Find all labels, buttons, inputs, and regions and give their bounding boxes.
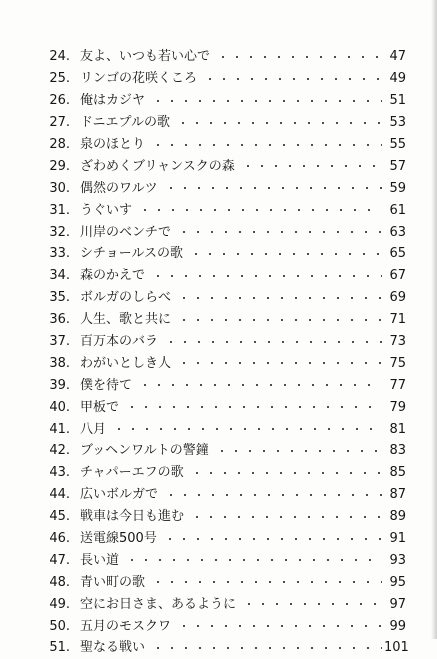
toc-entry-number: 45. bbox=[49, 509, 70, 525]
toc-entry-page-number: 65 bbox=[389, 246, 406, 262]
toc-entry-page-number: 97 bbox=[389, 596, 406, 612]
dot-leader bbox=[151, 647, 382, 649]
toc-entry-title: ボルガのしらべ bbox=[80, 290, 172, 306]
toc-entry-title: 八月 bbox=[80, 421, 107, 437]
toc-entry-page-number: 47 bbox=[389, 49, 406, 65]
toc-entry bbox=[34, 615, 406, 637]
dot-leader bbox=[112, 428, 382, 430]
toc-entry-number: 32. bbox=[49, 224, 70, 240]
toc-entry-number: 24. bbox=[49, 49, 70, 65]
toc-entry bbox=[34, 287, 406, 309]
toc-entry-number: 49. bbox=[49, 596, 70, 612]
toc-entry-page-number: 95 bbox=[389, 574, 406, 590]
toc-entry-page-number: 49 bbox=[389, 71, 406, 87]
toc-entry-page-number: 93 bbox=[389, 552, 406, 568]
toc-entry-number: 50. bbox=[49, 618, 70, 634]
dot-leader bbox=[138, 209, 382, 211]
toc-entry-number: 34. bbox=[49, 268, 70, 284]
dot-leader bbox=[164, 187, 382, 189]
toc-entry-title: 五月のモスクワ bbox=[80, 618, 172, 634]
toc-entry-number: 44. bbox=[49, 487, 70, 503]
toc-entry-number: 38. bbox=[49, 355, 70, 371]
toc-entry-title: シチョールスの歌 bbox=[80, 246, 183, 262]
toc-entry-page-number: 67 bbox=[389, 268, 406, 284]
toc-entry-title: 聖なる戦い bbox=[80, 640, 146, 656]
toc-entry bbox=[34, 484, 406, 506]
toc-entry bbox=[34, 528, 406, 550]
toc-entry bbox=[34, 155, 406, 177]
toc-entry-number: 30. bbox=[49, 180, 70, 196]
dot-leader bbox=[177, 625, 382, 627]
toc-entry-page-number: 85 bbox=[389, 465, 406, 481]
toc-entry bbox=[34, 243, 406, 265]
toc-entry bbox=[34, 221, 406, 243]
toc-entry-number: 29. bbox=[49, 158, 70, 174]
toc-entry bbox=[34, 112, 406, 134]
toc-entry-title: 泉のほとり bbox=[80, 137, 146, 152]
toc-entry-title: 甲板で bbox=[80, 399, 120, 415]
toc-entry bbox=[34, 462, 406, 484]
dot-leader bbox=[138, 384, 382, 386]
toc-entry-page-number: 79 bbox=[389, 399, 406, 415]
toc-entry-title: 森のかえで bbox=[80, 268, 146, 284]
toc-entry-number: 37. bbox=[49, 334, 70, 350]
toc-entry-title: 友よ、いつも若い心で bbox=[80, 49, 211, 65]
toc-entry-page-number: 63 bbox=[389, 224, 406, 240]
dot-leader bbox=[177, 231, 382, 233]
toc-entry-page-number: 69 bbox=[389, 290, 406, 306]
page-edge-shadow bbox=[431, 0, 437, 639]
toc-entry-title: リンゴの花咲くころ bbox=[80, 71, 198, 87]
toc-entry bbox=[34, 68, 406, 90]
toc-entry bbox=[34, 352, 406, 374]
toc-entry bbox=[34, 134, 406, 156]
dot-leader bbox=[151, 100, 382, 102]
toc-entry-number: 43. bbox=[49, 465, 70, 481]
toc-entry-title: うぐいす bbox=[80, 202, 133, 218]
dot-leader bbox=[190, 516, 382, 518]
toc-entry-title: 人生、歌と共に bbox=[80, 312, 172, 328]
toc-entry-page-number: 77 bbox=[389, 377, 406, 393]
toc-entry-page-number: 75 bbox=[389, 355, 406, 371]
toc-entry-title: チャパーエフの歌 bbox=[80, 465, 184, 481]
toc-entry-page-number: 55 bbox=[389, 137, 406, 152]
toc-entry bbox=[34, 177, 406, 199]
dot-leader bbox=[177, 319, 382, 321]
toc-entry-title: 送電線500号 bbox=[80, 531, 157, 547]
dot-leader bbox=[125, 406, 382, 408]
dot-leader bbox=[151, 275, 382, 277]
toc-entry bbox=[34, 199, 406, 221]
toc-entry-number: 51. bbox=[49, 640, 70, 656]
toc-entry bbox=[34, 571, 406, 593]
toc-entry-page-number: 53 bbox=[389, 115, 406, 131]
toc-entry-title: 長い道 bbox=[80, 552, 120, 568]
table-of-contents bbox=[34, 46, 409, 659]
toc-entry-page-number: 87 bbox=[389, 487, 406, 503]
toc-entry bbox=[34, 549, 406, 571]
toc-entry-page-number: 89 bbox=[389, 509, 406, 525]
toc-entry bbox=[34, 440, 406, 462]
toc-entry-title: 広いボルガで bbox=[80, 487, 159, 503]
toc-entry-number: 36. bbox=[49, 312, 70, 328]
toc-entry-number: 39. bbox=[49, 377, 70, 393]
toc-entry-page-number: 83 bbox=[389, 443, 406, 459]
dot-leader bbox=[241, 165, 382, 167]
dot-leader bbox=[190, 472, 382, 474]
toc-entry-page-number: 101 bbox=[384, 640, 409, 656]
toc-entry-number: 27. bbox=[49, 115, 70, 131]
toc-entry-title: わがいとしき人 bbox=[80, 355, 172, 371]
toc-entry-number: 40. bbox=[49, 399, 70, 415]
toc-entry-number: 35. bbox=[49, 290, 70, 306]
dot-leader bbox=[203, 78, 382, 80]
toc-entry-number: 46. bbox=[49, 531, 70, 547]
dot-leader bbox=[164, 341, 382, 343]
toc-entry bbox=[34, 374, 406, 396]
toc-entry-page-number: 71 bbox=[389, 312, 406, 328]
toc-entry-title: ざわめくブリャンスクの森 bbox=[80, 158, 235, 174]
toc-entry bbox=[34, 637, 409, 659]
toc-entry bbox=[34, 593, 406, 615]
toc-entry-title: 戦車は今日も進む bbox=[80, 509, 185, 525]
dot-leader bbox=[215, 450, 382, 452]
dot-leader bbox=[189, 253, 382, 255]
toc-entry-title: ドニエプルの歌 bbox=[80, 115, 170, 131]
dot-leader bbox=[242, 603, 382, 605]
toc-entry-number: 41. bbox=[49, 421, 70, 437]
toc-entry-number: 47. bbox=[49, 552, 70, 568]
toc-entry-page-number: 81 bbox=[389, 421, 406, 437]
toc-entry-page-number: 61 bbox=[389, 202, 406, 218]
dot-leader bbox=[216, 56, 382, 58]
toc-entry-title: 百万本のバラ bbox=[80, 334, 159, 350]
toc-entry bbox=[34, 396, 406, 418]
toc-entry bbox=[34, 418, 406, 440]
toc-entry-page-number: 73 bbox=[389, 334, 406, 350]
toc-entry-title: 川岸のベンチで bbox=[80, 224, 172, 240]
toc-entry-page-number: 91 bbox=[389, 531, 406, 547]
toc-entry-number: 25. bbox=[49, 71, 70, 87]
dot-leader bbox=[164, 494, 382, 496]
toc-entry-number: 26. bbox=[49, 93, 70, 109]
toc-entry-page-number: 57 bbox=[389, 158, 406, 174]
toc-entry bbox=[34, 309, 406, 331]
toc-entry-number: 42. bbox=[49, 443, 70, 459]
dot-leader bbox=[151, 581, 382, 583]
dot-leader bbox=[151, 144, 382, 146]
toc-entry-number: 31. bbox=[49, 202, 70, 218]
dot-leader bbox=[177, 297, 382, 299]
toc-entry-number: 28. bbox=[49, 137, 70, 152]
dot-leader bbox=[176, 122, 382, 124]
toc-entry bbox=[34, 331, 406, 353]
toc-entry-number: 48. bbox=[49, 574, 70, 590]
toc-entry-page-number: 51 bbox=[389, 93, 406, 109]
toc-entry-title: 青い町の歌 bbox=[80, 574, 146, 590]
dot-leader bbox=[163, 538, 382, 540]
toc-entry bbox=[34, 265, 406, 287]
toc-entry-title: 俺はカジヤ bbox=[80, 93, 146, 109]
toc-entry bbox=[34, 46, 406, 68]
toc-entry-title: 空にお日さま、あるように bbox=[80, 596, 237, 612]
toc-entry-number: 33. bbox=[49, 246, 70, 262]
toc-entry-title: 僕を待て bbox=[80, 377, 133, 393]
dot-leader bbox=[125, 559, 382, 561]
toc-entry bbox=[34, 506, 406, 528]
toc-entry-page-number: 59 bbox=[389, 180, 406, 196]
toc-entry-title: 偶然のワルツ bbox=[80, 180, 158, 196]
dot-leader bbox=[177, 362, 382, 364]
toc-entry-title: ブッヘンワルトの警鐘 bbox=[80, 443, 209, 459]
toc-entry-page-number: 99 bbox=[389, 618, 406, 634]
toc-entry bbox=[34, 90, 406, 112]
